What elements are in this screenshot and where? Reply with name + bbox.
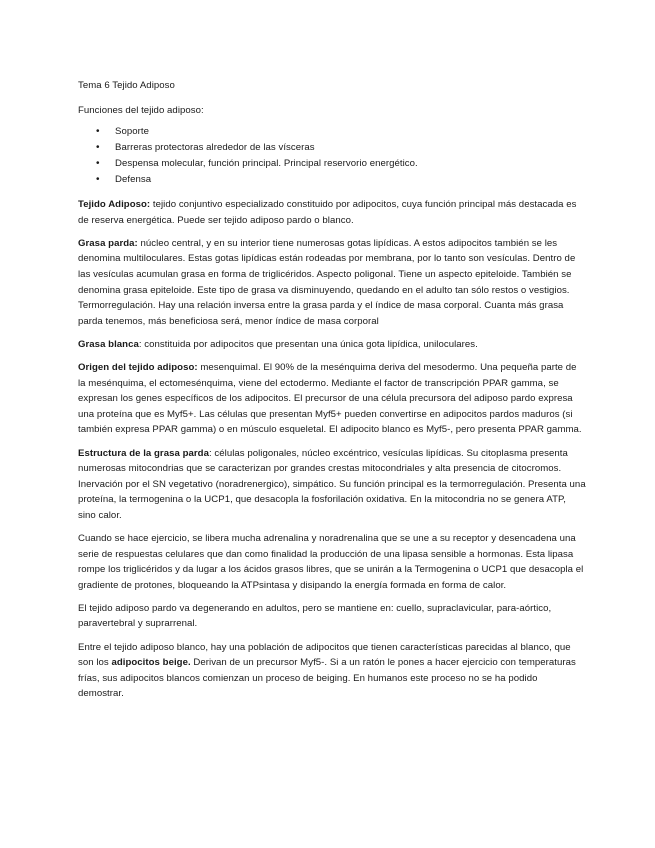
list-item: • Despensa molecular, función principal. Principal reservorio energético. [78, 156, 586, 172]
document-title: Tema 6 Tejido Adiposo [78, 80, 175, 91]
term-bold: Tejido Adiposo: [78, 199, 151, 211]
paragraph-tejido-adiposo [78, 197, 586, 228]
paragraph-text: : células poligonales, núcleo excéntrico, vesículas lipídicas. Su citoplasma presenta numerosas mitocondrias que se caracterizan por grandes crestas mitocondriales y alta presencia de citocromos. Inervación por el SN vegetativo (noradrenergico), simpático. Su función principal es la termorregulación. Presenta una proteína, la termogenina o la UCP1, que desacopla la fosforilación oxidativa. En la mitocondria no se genera ATP, sino calor. [78, 447, 586, 521]
paragraph-beige [78, 640, 586, 702]
paragraph-text: : constituida por adipocitos que presentan una única gota lipídica, uniloculares. [138, 338, 478, 350]
paragraph-ejercicio: Cuando se hace ejercicio, se libera mucha adrenalina y noradrenalina que se une a su receptor y desencadena una serie de respuestas celulares que dan como finalidad la producción de una lipasa sensible a hormonas. Esta lipasa rompe los triglicéridos y da lugar a los ácidos grasos libres, que se unirán a la Termogenina o UCP1 que desacopla el gradiente de protones, bloqueando la ATPsintasa y disipando la energía formada en forma de calor. [78, 532, 584, 591]
paragraph-text: Entre el tejido adiposo blanco, hay una población de adipocitos que tienen características parecidas al blanco, que son los [78, 641, 571, 669]
paragraph-grasa-parda [78, 236, 586, 330]
functions-intro: Funciones del tejido adiposo: [78, 104, 204, 116]
paragraph-degeneracion: El tejido adiposo pardo va degenerando en adultos, pero se mantiene en: cuello, supraclavicular, para-aórtico, paravertebral y suprarrenal. [78, 602, 552, 630]
list-item: • Soporte [78, 124, 586, 140]
term-bold: adipocitos beige. [111, 657, 191, 669]
document-page [78, 78, 586, 709]
paragraph-text: Derivan de un precursor Myf5-. Si a un ratón le pones a hacer ejercicio con temperaturas frías, sus adipocitos blancos comienzan un proceso de beiging. En humanos este proceso no se ha podido demostrar. [78, 657, 576, 700]
term-bold: Origen del tejido adiposo: [78, 362, 198, 374]
term-bold: Grasa blanca [78, 338, 139, 350]
paragraph-text: núcleo central, y en su interior tiene numerosas gotas lipídicas. A estos adipocitos también se les denomina multiloculares. Estas gotas lipídicas están rodeadas por membrana, por lo tanto son vesículas. Dentro de las vesículas acumulan grasa en forma de triglicéridos. Aspecto poligonal. Tiene un aspecto epiteloide. También se denomina grasa epiteloide. Este tipo de grasa va disminuyendo, quedando en el adulto tan sólo restos o vestigios. Termorregulación. Hay una relación inversa entre la grasa parda y el índice de masa corporal. Cuanta más grasa parda tenemos, más beneficiosa será, menor índice de masa corporal [78, 237, 576, 327]
paragraph-text: tejido conjuntivo especializado constituido por adipocitos, cuya función principal más destacada es de reserva energética. Puede ser tejido adiposo pardo o blanco. [78, 199, 577, 226]
functions-list [78, 124, 586, 188]
term-bold: Grasa parda: [78, 237, 138, 249]
paragraph-text: mesenquimal. El 90% de la mesénquima deriva del mesodermo. Una pequeña parte de la mesénquima, el ectomesénquima, viene del ectodermo. Mediante el factor de transcripción PPAR gamma, se expresan los genes específicos de los adipocitos. El precursor de una célula precursora del adiposo pardo expresa una proteína que es Myf5+. Las células que presentan Myf5+ pueden convertirse en adipocitos pardos maduros (si también expresa PPAR gamma) o en músculo esqueletal. El adipocito blanco es Myf5-, pero presenta PPAR gamma. [78, 362, 582, 436]
paragraph-estructura [78, 446, 586, 524]
paragraph-origen [78, 360, 586, 438]
list-item: • Barreras protectoras alrededor de las vísceras [78, 140, 586, 156]
paragraph-grasa-blanca [78, 337, 586, 353]
list-item: • Defensa [78, 172, 586, 188]
term-bold: Estructura de la grasa parda [78, 447, 209, 459]
